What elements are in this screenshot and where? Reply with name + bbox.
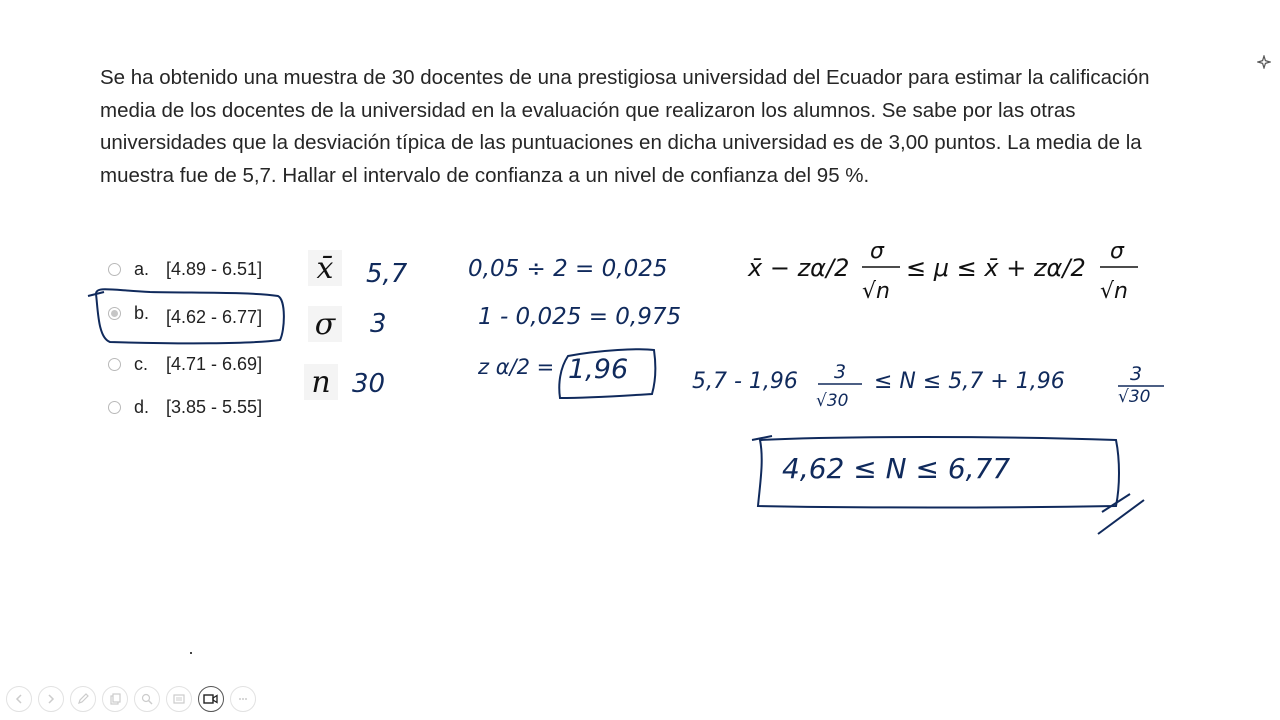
calc-line-1: 0,05 ÷ 2 = 0,025: [468, 256, 668, 282]
calc-line-2: 1 - 0,025 = 0,975: [478, 304, 682, 330]
choice-text: [4.89 - 6.51]: [166, 258, 263, 279]
formula-den-1: √n: [862, 279, 890, 304]
menu-icon[interactable]: [166, 686, 192, 712]
zoom-icon[interactable]: [134, 686, 160, 712]
back-icon[interactable]: [6, 686, 32, 712]
more-icon[interactable]: [230, 686, 256, 712]
sigma-value: 3: [370, 309, 387, 339]
z-label: z α/2 =: [478, 355, 555, 379]
pen-icon[interactable]: [70, 686, 96, 712]
result-underline-1: [1102, 494, 1130, 512]
symbol-mean: x̄: [308, 250, 342, 286]
n-value: 30: [352, 369, 386, 399]
choice-text: [4.71 - 6.69]: [166, 353, 263, 374]
video-icon[interactable]: [198, 686, 224, 712]
subst-left: 5,7 - 1,96: [692, 369, 798, 394]
sparkle-icon[interactable]: [1257, 55, 1271, 69]
question-text: Se ha obtenido una muestra de 30 docentes de una prestigiosa universidad del Ecuador para estimar la calificación media de los docentes de la universidad en la evaluación que realizaron los alumnos. Se sabe por las otras universidades que la desviación típica de las puntuaciones en dicha universidad es de 3,00 puntos. La media de la muestra fue de 5,7. Hallar el intervalo de confianza a un nivel de confianza del 95 %.: [100, 66, 1150, 187]
pages-icon[interactable]: [102, 686, 128, 712]
formula-num-1: σ: [870, 239, 884, 264]
formula-den-2: √n: [1100, 279, 1128, 304]
choice-text: [4.62 - 6.77]: [166, 306, 263, 327]
stray-dot: [190, 652, 192, 654]
symbol-n: n: [304, 364, 338, 400]
formula-mid: ≤ μ ≤ x̄ + zα/2: [906, 254, 1086, 282]
choice-letter: c.: [134, 353, 149, 374]
choice-letter: b.: [134, 302, 150, 323]
subst-den-1: √30: [816, 391, 849, 411]
symbol-sigma: σ: [308, 306, 342, 342]
formula-num-2: σ: [1110, 239, 1124, 264]
subst-den-2: √30: [1118, 387, 1151, 407]
subst-num-1: 3: [834, 361, 847, 383]
choice-letter: a.: [134, 258, 150, 279]
result-text: 4,62 ≤ N ≤ 6,77: [782, 452, 1011, 485]
forward-icon[interactable]: [38, 686, 64, 712]
choice-letter: d.: [134, 396, 150, 417]
presentation-toolbar: [6, 686, 256, 712]
subst-mid: ≤ N ≤ 5,7 + 1,96: [874, 369, 1065, 394]
selection-ink-circle: [96, 289, 284, 343]
z-value: 1,96: [568, 354, 629, 385]
formula-left: x̄ − zα/2: [748, 254, 850, 282]
choice-text: [3.85 - 5.55]: [166, 396, 263, 417]
result-underline-2: [1098, 500, 1144, 534]
subst-num-2: 3: [1130, 363, 1143, 385]
mean-value: 5,7: [366, 259, 408, 289]
